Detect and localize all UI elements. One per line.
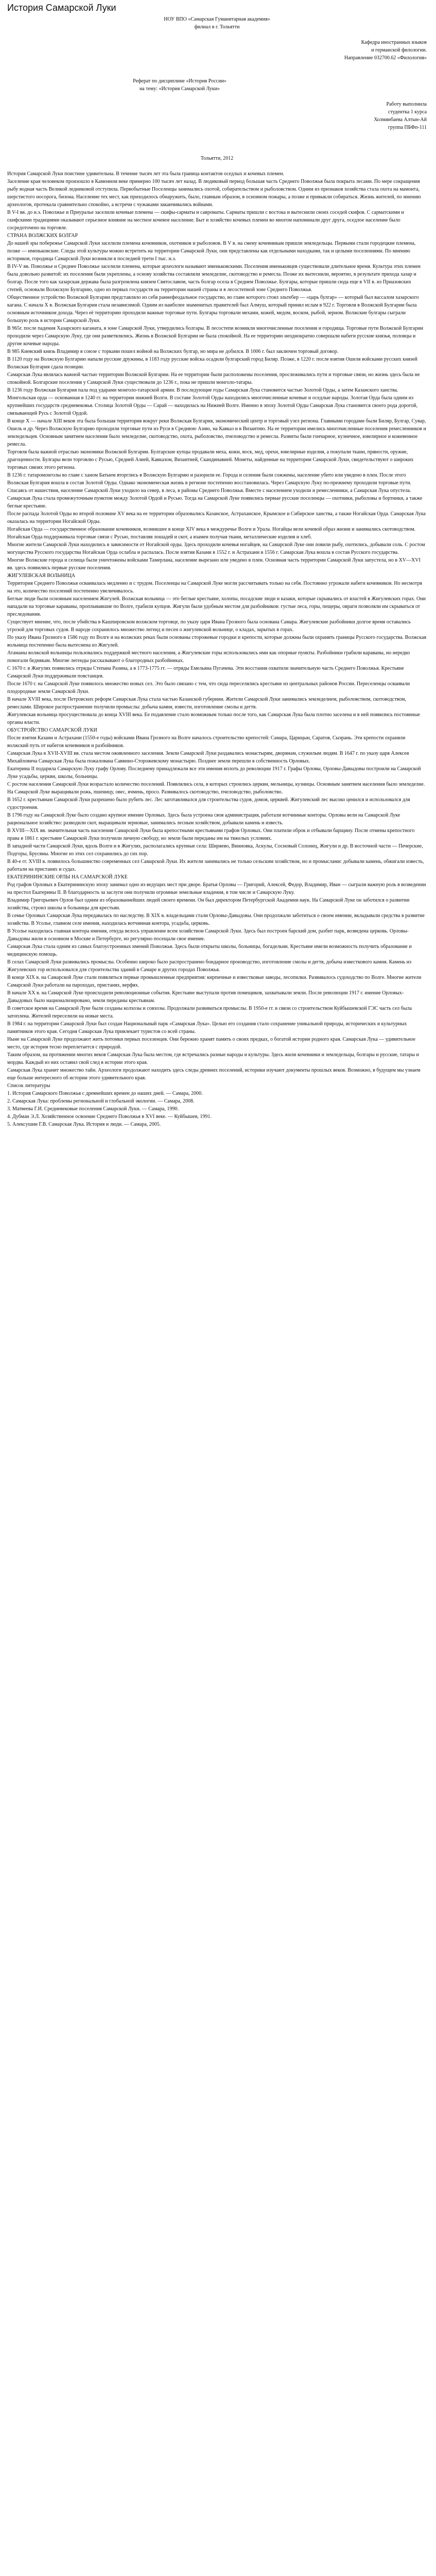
body-paragraph: 1. История Самарского Поволжья с древнейших времен до наших дней. — Самара, 2000.	[7, 1091, 203, 1096]
author-line: группа ПБФп-111	[388, 125, 427, 130]
body-paragraph: С ростом населения Самарской Луки возрастало количество поселений. Появлялись села, в которых строились церкви, мельницы, кузницы. Основным занятием населения было земледелие. На Самарской Луке выращивали рожь, пшеницу, овес, ячмень, просо. Развивалось скотоводство, пчеловодство, рыболовство.	[7, 782, 425, 795]
document-body	[7, 170, 427, 1128]
body-paragraph: В 40-е гг. XVIII в. появилось большинство современных сел Самарской Луки. Их жители занимались не только сельским хозяйством, но и промыслами: добывали камень, обжигали известь, работали на пристанях и судах.	[7, 859, 424, 872]
body-paragraph: Монгольская орда — основанная в 1240 гг. на территории нижней Волги. В составе Золотой Орды находились многочисленные кочевые и оседлые народы. Золотая Орда была одним из крупнейших государств средневековья. Столица Золотой Орды — Сарай — находилась на Нижней Волге. Именно в эпоху Золотой Орды Самарская Лука становится своего рода дорогой, связывающей Русь с Золотой Ордой.	[7, 395, 417, 416]
body-paragraph: После взятия Казани и Астрахани (1550-е годы) войсками Ивана Грозного на Волге началось строительство крепостей: Самара, Царицын, Саратов, Сызрань. Эти крепости охраняли волжский путь от набегов кочевников и разбойников.	[7, 735, 406, 749]
body-paragraph: 4. Дубман Э.Л. Хозяйственное освоение Среднего Поволжья в XVI веке. — Куйбышев, 1991.	[7, 1114, 212, 1120]
body-paragraph: В 1236 г. татаромонголы во главе с ханом Батыем вторглись в Волжскую Булгарию и разорили ее. Города и селения были сожжены, население убито или уведено в плен. После этого Волжская Булгария вошла в состав Золотой Орды. Однако экономическая жизнь в регионе постепенно восстановилась. Через Самарскую Луку по-прежнему проходили торговые пути.	[7, 472, 411, 486]
body-paragraph: В IV-V вв. Поволжье и Среднее Поволжье заселили племена, которые археологи называют именьковскими. Поселения именьковцев существовали длительное время. Культура этих племен была довольно развитой: их поселения были укреплены, а основу хозяйства составляли земледелие, скотоводство и ремесла. Позже их вытеснили, вероятно, в результате прихода хазар и болгар. После того как хазарская держава была разгромлена князем Святославом, часть болгар осела в Среднем Поволжье. Булгары, которые пришли сюда еще в VII в. из Приазовских степей, основали Волжскую Булгарию, одно из первых государств на территории нашей страны и в лесостепной зоне Среднего Поволжья.	[7, 264, 421, 293]
body-paragraph: 5. Алексушин Г.В. Самарская Лука. История и люди. — Самара, 2005.	[7, 1122, 161, 1127]
author-line: студентка 1 курса	[388, 109, 427, 115]
body-paragraph: В 1984 г. на территории Самарской Луки был создан Национальный парк «Самарская Лука». Целью его создания стало сохранение уникальной природы, исторических и культурных памятников этого края. Сегодня Самарская Лука привлекает туристов со всей страны.	[7, 1021, 407, 1035]
body-paragraph: В 985 Киевский князь Владимир в союзе с торками пошел войной на Волжских булгар, но мира не добился. В 1006 г. был заключен торговый договор.	[7, 349, 339, 354]
body-paragraph: Список литературы	[7, 1083, 50, 1089]
body-paragraph: Многие жители Самарской Луки находились в зависимости от Ногайской орды. Здесь проходили кочевья ногайцев, на Самарской Луке они ловили рыбу, охотились, добывали соль. С ростом могущества Русского государства Ногайская Орда ослабла и распалась. После взятия Казани в 1552 г. и Астрахани в 1556 г. Самарская Лука вошла в состав Русского государства.	[7, 542, 425, 555]
department-block	[7, 39, 427, 62]
body-paragraph: ЕКАТЕРИНИНСКИЕ ОРЛЫ НА САМАРСКОЙ ЛУКЕ	[7, 874, 128, 880]
body-paragraph: Общественное устройство Волжской Булгарии представляло из себя раннефеодальное государство, во главе которого стоял эльтебер — «царь булгар» — который был вассалом хазарского кагана. С начала X в. Волжская Булгария стала независимой. Одним из наиболее знаменитых правителей был Алмуш, который принял ислам в 922 г. Торговля в Волжской Булгарии была основным источником дохода. Через её территорию проходили важные торговые пути. Булгары торговали мехами, кожей, медом, воском, рыбой, зерном. Волжские булгары сыграли большую роль в истории Самарской Луки.	[7, 295, 419, 324]
body-paragraph: Екатерина II подарила Самарскую Луку графу Орлову. Последнему принадлежали все эти имения вплоть до революции 1917 г. Графы Орловы, Орловы-Давыдовы построили на Самарской Луке усадьбы, церкви, школы, больницы.	[7, 766, 421, 779]
body-paragraph: История Самарской Луки поистине удивительна. В течение тысяч лет эта была граница контактов оседлых и кочевых племен.	[7, 171, 284, 177]
body-paragraph: Ногайская Орда — государственное образование кочевников, возникшее в конце XIV века в междуречье Волги и Урала. Ногайцы вели кочевой образ жизни и занимались скотоводством. Ногайская Орда поддерживала торговые связи с Русью, поставляя лошадей и скот, а взамен получая ткани, металлические изделия и хлеб.	[7, 527, 416, 540]
department-line: и германской филологии.	[371, 47, 427, 53]
body-paragraph: В XVIII—XIX вв. значительная часть населения Самарской Луки была крепостными крестьянами графов Орловых. Они платили оброк и отбывали барщину. После отмены крепостного права в 1861 г. крестьяне Самарской Луки получили личную свободу, но земли были переданы им на тяжелых условиях.	[7, 828, 415, 841]
body-paragraph: В Усолье находилась главная контора имения, откуда велось управление всем хозяйством Самарской Луки. Здесь был построен барский дом, разбит парк, возведена церковь. Орловы-Давыдовы жили в основном в Москве и Петербурге, но регулярно посещали свое имение.	[7, 928, 409, 942]
institution-line: НОУ ВПО «Самарская Гуманитарная академия»	[164, 16, 270, 22]
body-paragraph: По указу Ивана Грозного в 1586 году по Волге и на волжских реках были основаны сторожевые городки и крепости, которые должны были охранять границы Русского государства. Волжская вольница постепенно была вытеснена из Жигулей.	[7, 635, 427, 648]
body-paragraph: 2. Самарская Лука: проблемы региональной и глобальной экологии. — Самара, 2008.	[7, 1098, 195, 1104]
author-line: Работу выполнила	[386, 101, 427, 107]
body-paragraph: Ныне на Самарской Луке продолжают жить потомки первых поселенцев. Они бережно хранят память о своих предках, о богатой истории родного края. Самарская Лука — удивительное место, где история тесно переплетается с природой.	[7, 1037, 415, 1050]
body-paragraph: В западной части Самарской Луки, вдоль Волги и в Жигулях, располагались крупные села: Ширяево, Винновка, Аскулы, Сосновый Солонец, Жигули и др. В восточной части — Печерские, Подгоры, Брусяны. Многие из этих сел сохранились до сих пор.	[7, 843, 423, 857]
body-paragraph: В начале XVIII века, после Петровских реформ Самарская Лука стала частью Казанской губернии. Жители Самарской Луки занимались земледелием, рыболовством, скотоводством, ремеслами. Широкое распространение получили промыслы: добыча камня, извести, изготовление смолы и дегтя.	[7, 697, 406, 710]
body-paragraph: Таким образом, на протяжении многих веков Самарская Лука была местом, где встречались разные народы и культуры. Здесь жили кочевники и земледельцы, болгары и русские, татары и мордва. Каждый из них оставил свой след в истории этого края.	[7, 1052, 419, 1065]
body-paragraph: Жигулевская вольница просуществовала до конца XVIII века. Ее подавление стало возможным только после того, как Самарская Лука была плотно заселена и в ней появились постоянные органы власти.	[7, 712, 420, 725]
body-paragraph: После распада Золотой Орды во второй половине XV века на ее территории образовались Казанское, Астраханское, Крымское и Сибирское ханства, а также Ногайская Орда. Самарская Лука оказалась на территории Ногайской Орды.	[7, 511, 426, 524]
body-paragraph: Многие Волжские города и селища были уничтожены войсками Тамерлана, население вырезано или уведено в плен. Основная часть территории Самарской Луки запустела, но в XV—XVI вв. здесь появились первые русские поселения.	[7, 557, 421, 571]
body-paragraph: Существует мнение, что, после убийства в Кашпировском волжском торговце, по указу царя Ивана Грозного была основана Самара. Жигулевские разбойники долгое время оставались угрозой для торговых судов. В народе сохранилось множество легенд и песен о жигулевской вольнице, о кладах, зарытых в горах.	[7, 619, 411, 633]
body-paragraph: Самарская Лука в XVII-XVIII вв. стала местом оживленного заселения. Земли Самарской Луки раздавались монастырям, дворянам, служилым людям. В 1647 г. по указу царя Алексея Михайловича Самарская Лука была пожалована Саввино-Сторожевскому монастырю. Позднее земли перешли в собственность Орловых.	[7, 751, 409, 764]
body-paragraph: В семье Орловых Самарская Лука передавалась по наследству. В XIX в. владельцами стали Орловы-Давыдовы. Они продолжали заботиться о своем имении, вкладывали средства в развитие хозяйства. В Усолье, главном селе имения, находилась вотчинная контора, усадьба, церковь.	[7, 913, 425, 926]
body-paragraph: Самарская Лука стала одним из самых благоустроенных имений Поволжья. Здесь были открыты школы, больницы, богадельни. Крестьяне имели возможность получить образование и медицинскую помощь.	[7, 944, 412, 957]
body-paragraph: В 1652 г. крестьянам Самарской Луки разрешено было рубить лес. Лес заготавливался для строительства судов, домов, церквей. Жигулевский лес высоко ценился и использовался для судостроения.	[7, 797, 410, 810]
author-block	[7, 100, 427, 131]
body-paragraph: В 1236 году Волжская Булгария пала под ударами монголо-татарской армии. В последующие годы Самарская Лука становится частью Золотой Орды, а затем Казанского ханства.	[7, 387, 398, 393]
body-paragraph: С 1670 г. в Жигулях появились отряды Степана Разина, а в 1773-1775 гг. — отряды Емельяна Пугачева. Эти восстания охватили значительную часть Среднего Поволжья. Крестьяне Самарской Луки поддерживали повстанцев.	[7, 666, 404, 679]
institution-line: филиал в г. Тольятти	[194, 24, 240, 30]
body-paragraph: В конце XIX в. на Самарской Луке стали появляться первые промышленные предприятия: кирпичные и известковые заводы, лесопилки. Развивалось судоходство по Волге. Многие жители Самарской Луки работали на пароходах, пристанях, верфях.	[7, 975, 422, 988]
body-paragraph: ЖИГУЛЕВСКАЯ ВОЛЬНИЦА	[7, 573, 76, 579]
document-title: История Самарской Луки	[7, 3, 116, 13]
city-year: Тольятти, 2012	[200, 156, 234, 161]
body-paragraph: Владимир Григорьевич Орлов был одним из образованнейших людей своего времени. Он был директором Петербургской Академии наук. На Самарской Луке он заботился о развитии хозяйства, строил школы и больницы для крестьян.	[7, 897, 410, 911]
abstract-block	[110, 77, 249, 93]
body-paragraph: В советское время на Самарской Луке были созданы колхозы и совхозы. Продолжали развиваться промыслы. В 1950-е гг. в связи со строительством Куйбышевской ГЭС часть сел была затоплена. Жителей переселили на новые места.	[7, 1006, 412, 1019]
body-paragraph: Самарская Лука хранит множество тайн. Археологи продолжают находить здесь следы древних поселений, историки изучают документы прошлых веков. Возможно, в будущем мы узнаем еще больше интересного об истории этого удивительного края.	[7, 1067, 421, 1081]
body-paragraph: СТРАНА ВОЛЖСКИХ БОЛГАР	[7, 233, 78, 239]
body-paragraph: Заселение края человеком произошло в Каменном веке примерно 100 тысяч лет назад. В людиковый период большая часть Среднего Поволжья была покрыта лесами. По мере сокращения рыбу водная часть Великой ледниковой отступила. Первобытные Поселенцы занимались охотой, собирательством и рыболовством. Одним из признаков хозяйства стала охота на мамонта, шерстистого носорога, бизона. Население тех мест, как приходилось обнаружить, было, главным образом, в основном пожары, а позже и привыкли собираться. Жизнь жителей, по мнению археологов, протекала сравнительно спокойно, а встречи с чужаками заканчивались войнами.	[7, 179, 421, 208]
body-paragraph: В 965г. после падения Хазарского каганата, в зоне Самарской Луки, утвердились болгары. В лесостепи возникли многочисленные поселения и городища. Торговые пути Волжской Булгарии проходили через Самарскую Луку, где они разветвлялись. Жизнь в Волжской Булгарии не была спокойной. На ее территорию неоднократно совершали набеги русские князья, половцы и другие кочевые народы.	[7, 326, 424, 347]
body-paragraph: Беглые люди были основным населением Жигулей. Волжская вольница — это беглые крестьяне, холопы, посадские люди и казаки, которые скрывались от властей в Жигулевских горах. Они нападали на торговые караваны, проплывавшие по Волге, грабили купцов. Жигули были удобным местом для разбойников: густые леса, горы, пещеры, овраги позволяли им скрываться от преследования.	[7, 596, 426, 617]
body-paragraph: В 1796 году на Самарской Луке было создано крупное имение Орловых. Здесь была устроена своя администрация, работали вотчинные конторы. Орловы вели на Самарской Луке рациональное хозяйство: разводили скот, выращивали зерновые, занимались лесным хозяйством, добывали камень и известь.	[7, 812, 400, 826]
body-paragraph: До нашей эры побережье Самарской Луки заселили племена кочевников, охотников и рыболовов. В V в. на смену кочевникам пришли земледельцы. Первыми стали городецкие племена, позже — именьковские. Следы этой культуры можно встретить на территории Самарской Луки, они представлены как отдельными находками, так и целыми поселениями. По мнению историков, городища Самарской Луки возникли в последней трети I тыс. н.э.	[7, 241, 416, 262]
body-paragraph: 3. Матвеева Г.И. Средневековые поселения Самарской Луки. — Самара, 1990.	[7, 1106, 179, 1112]
body-paragraph: Род графов Орловых в Екатерининскую эпоху занимал одно из ведущих мест при дворе. Братья Орловы — Григорий, Алексей, Федор, Владимир, Иван — сыграли важную роль в возведении на престол Екатерины II. В благодарность за заслуги они получили огромные земельные владения, в том числе и Самарскую Луку.	[7, 882, 426, 895]
abstract-line: Реферат по дисциплине «История России»	[133, 78, 226, 84]
body-paragraph: Спасаясь от нашествия, население Самарской Луки уходило на север, в леса, в районы Среднего Поволжья. Вместе с населением уходили и ремесленники, а Самарская Лука опустела. Самарская Лука стала промежуточным пунктом между Золотой Ордой и Русью. Тогда на Самарской Луке появились первые русские поселенцы — охотники, рыболовы и бортники, а также беглые крестьяне.	[7, 488, 423, 509]
body-paragraph: Территория Среднего Поволжья осваивалась медленно и с трудом. Поселенцы на Самарской Луке могли рассчитывать только на себя. Постоянно угрожали набеги кочевников. Но несмотря на это, количество поселений постепенно увеличивалось.	[7, 581, 422, 594]
body-paragraph: В начале XX в. на Самарской Луке происходили революционные события. Крестьяне выступали против помещиков, захватывали земли. После революции 1917 г. имение Орловых-Давыдовых было национализировано, земли переданы крестьянам.	[7, 990, 404, 1004]
body-paragraph: После 1670 г. на Самарской Луке появилось множество новых сел. Это было связано с тем, что сюда переселялись крестьяне из центральных районов России. Переселенцы осваивали плодородные земли Самарской Луки.	[7, 681, 410, 694]
body-paragraph: В V-I вв. до н.э. Поволжье и Приуралье заселили кочевые племена — скифы-сарматы и савроматы. Сарматы пришли с востока и вытеснили своих соседей скифов. С сарматскими и скифскими традициями оказывают серьезное влияние на местное кочевое население. Быт и хозяйство кочевых племен во многом напоминали друг друга, оседлое население было сосредоточено на торговле.	[7, 210, 404, 231]
body-paragraph: В 1120 году на Волжскую Булгарию напали русские дружины, в 1183 году русские войска осадили булгарский город Биляр. Позже, в 1220 г. после взятия Ошеля войсками русских князей Волжская Булгария сдала позиции.	[7, 357, 417, 370]
body-paragraph: Атаманы волжской вольницы пользовались поддержкой местного населения, а Жигулевские горы использовались ими как опорные пункты. Разбойники грабили караваны, но нередко помогали беднякам. Многие легенды рассказывают о благородных разбойниках.	[7, 650, 410, 664]
department-line: Направление 032700.62 «Филология»	[344, 55, 427, 61]
body-paragraph: ОБУСТРОЙСТВО САМАРСКОЙ ЛУКИ	[7, 727, 97, 733]
body-paragraph: В селах Самарской Луки развивались промыслы. Особенно широко было распространено бондарное производство, изготовление смолы и дегтя, добыча известкового камня. Камень из Жигулевских гор использовался для строительства зданий в Самаре и других городах Поволжья.	[7, 959, 412, 973]
abstract-line: на тему: «История Самарской Луки»	[139, 86, 220, 92]
body-paragraph: Самарская Лука являлась важной частью территории Волжской Булгарии. На ее территории были расположены поселения, прослеживались пути и торговые связи, но жизнь здесь была не спокойной. Болгарские поселения у Самарской Луки существовали до 1236 г., пока не пришли монголо-татары.	[7, 372, 420, 385]
body-paragraph: В конце X — начале XIII веков эта была большая территория вокруг реки Волжская Булгария, экономический центр и торговый узел региона. Главными городами были Биляр, Булгар, Сувар, Ошель и др. Через Волжскую Булгарию проходили торговые пути из Руси в Среднюю Азию, на Кавказ и в Византию. На ее территории имелись многочисленные поселения ремесленников и земледельцев. Основным занятием населения было земледелие, скотоводство, охота, рыболовство, пчеловодство и ремесла. Развиты были гончарное, кузнечное, ювелирное и кожевенное ремесла.	[7, 418, 426, 447]
body-paragraph: Торговля была важной отраслью экономики Волжской Булгарии. Булгарские купцы продавали меха, кожи, воск, мед, орехи, ювелирные изделия, а покупали ткани, пряности, оружие, драгоценности. Булгары вели торговлю с Русью, Средней Азией, Кавказом, Византией, Скандинавией. Монеты, найденные на территории Самарской Луки, свидетельствуют о широких торговых связях этого региона.	[7, 449, 414, 470]
department-line: Кафедра иностранных языков	[361, 40, 427, 45]
author-line: Холмянбаева Алтын-Ай	[374, 117, 427, 123]
institution-header	[7, 15, 427, 31]
document	[7, 2, 427, 1128]
